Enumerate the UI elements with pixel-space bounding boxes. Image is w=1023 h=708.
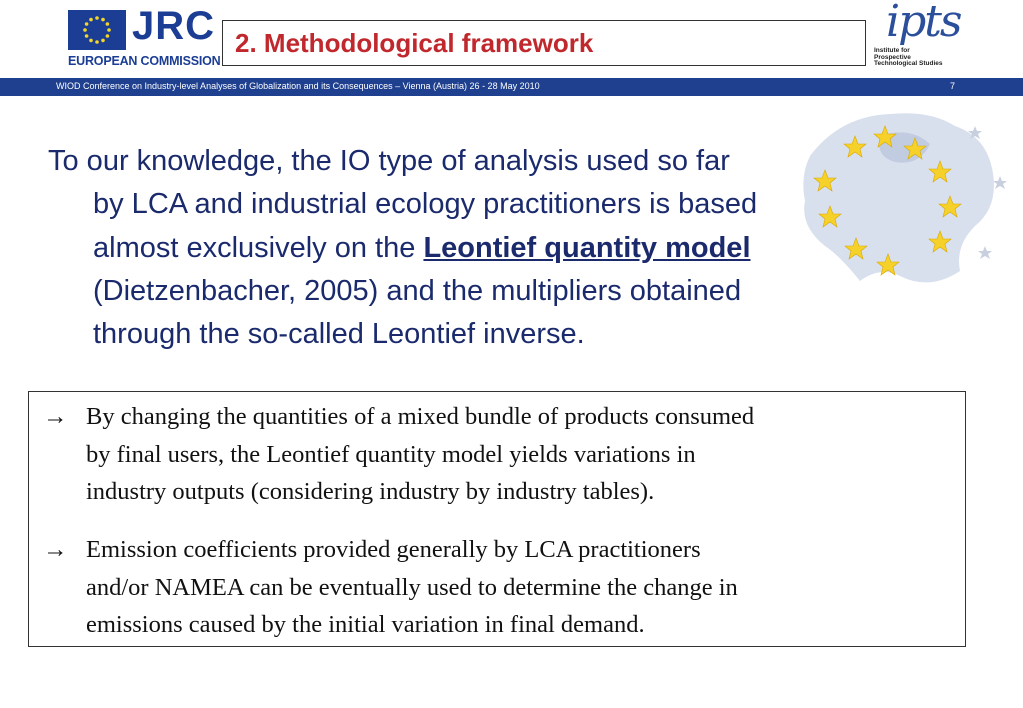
paragraph-line: by LCA and industrial ecology practitioners is based	[93, 188, 758, 221]
ipts-logo	[872, 2, 972, 74]
ipts-logo-text: ipts	[886, 0, 961, 47]
jrc-logo	[68, 4, 221, 70]
slide-title: 2. Methodological framework	[235, 28, 594, 58]
note-line: emissions caused by the initial variation in final demand.	[86, 611, 645, 638]
jrc-logo-text: JRC	[132, 4, 216, 48]
note-item	[29, 531, 949, 644]
paragraph-line: To our knowledge, the IO type of analysis used so far	[48, 145, 730, 177]
ipts-institute-name	[874, 48, 942, 68]
arrow-right-icon: →	[43, 536, 68, 563]
arrow-right-icon: →	[43, 403, 68, 430]
note-line: Emission coefficients provided generally by LCA practitioners	[86, 536, 701, 563]
paragraph-line: (Dietzenbacher, 2005) and the multipliers obtained	[93, 274, 742, 307]
paragraph-line	[48, 227, 948, 270]
conference-text: WIOD Conference on Industry-level Analyses of Globalization and its Consequences – Vienna (Austria) 26 - 28 May 2010	[56, 81, 540, 91]
notes-box	[28, 391, 966, 647]
ipts-name-line: Institute for	[874, 47, 910, 54]
ipts-name-line: Prospective	[874, 53, 911, 61]
note-item	[29, 398, 949, 511]
page-number: 7	[950, 81, 956, 91]
note-line: By changing the quantities of a mixed bundle of products consumed	[86, 403, 755, 430]
paragraph-line: through the so-called Leontief inverse.	[93, 318, 585, 351]
note-line: by final users, the Leontief quantity model yields variations in	[86, 440, 696, 468]
eu-flag-icon	[68, 10, 126, 50]
note-line: industry outputs (considering industry by industry tables).	[86, 478, 655, 505]
slide-title-box	[222, 20, 866, 66]
note-line: and/or NAMEA can be eventually used to determine the change in	[86, 573, 738, 601]
conference-bar	[0, 78, 1023, 96]
jrc-logo-subtitle: EUROPEAN COMMISSION	[68, 54, 221, 68]
ipts-name-line: Technological Studies	[874, 60, 943, 67]
leontief-quantity-model-highlight: Leontief quantity model	[423, 231, 751, 264]
paragraph-text: almost exclusively on the	[93, 231, 424, 264]
main-paragraph	[48, 140, 948, 356]
